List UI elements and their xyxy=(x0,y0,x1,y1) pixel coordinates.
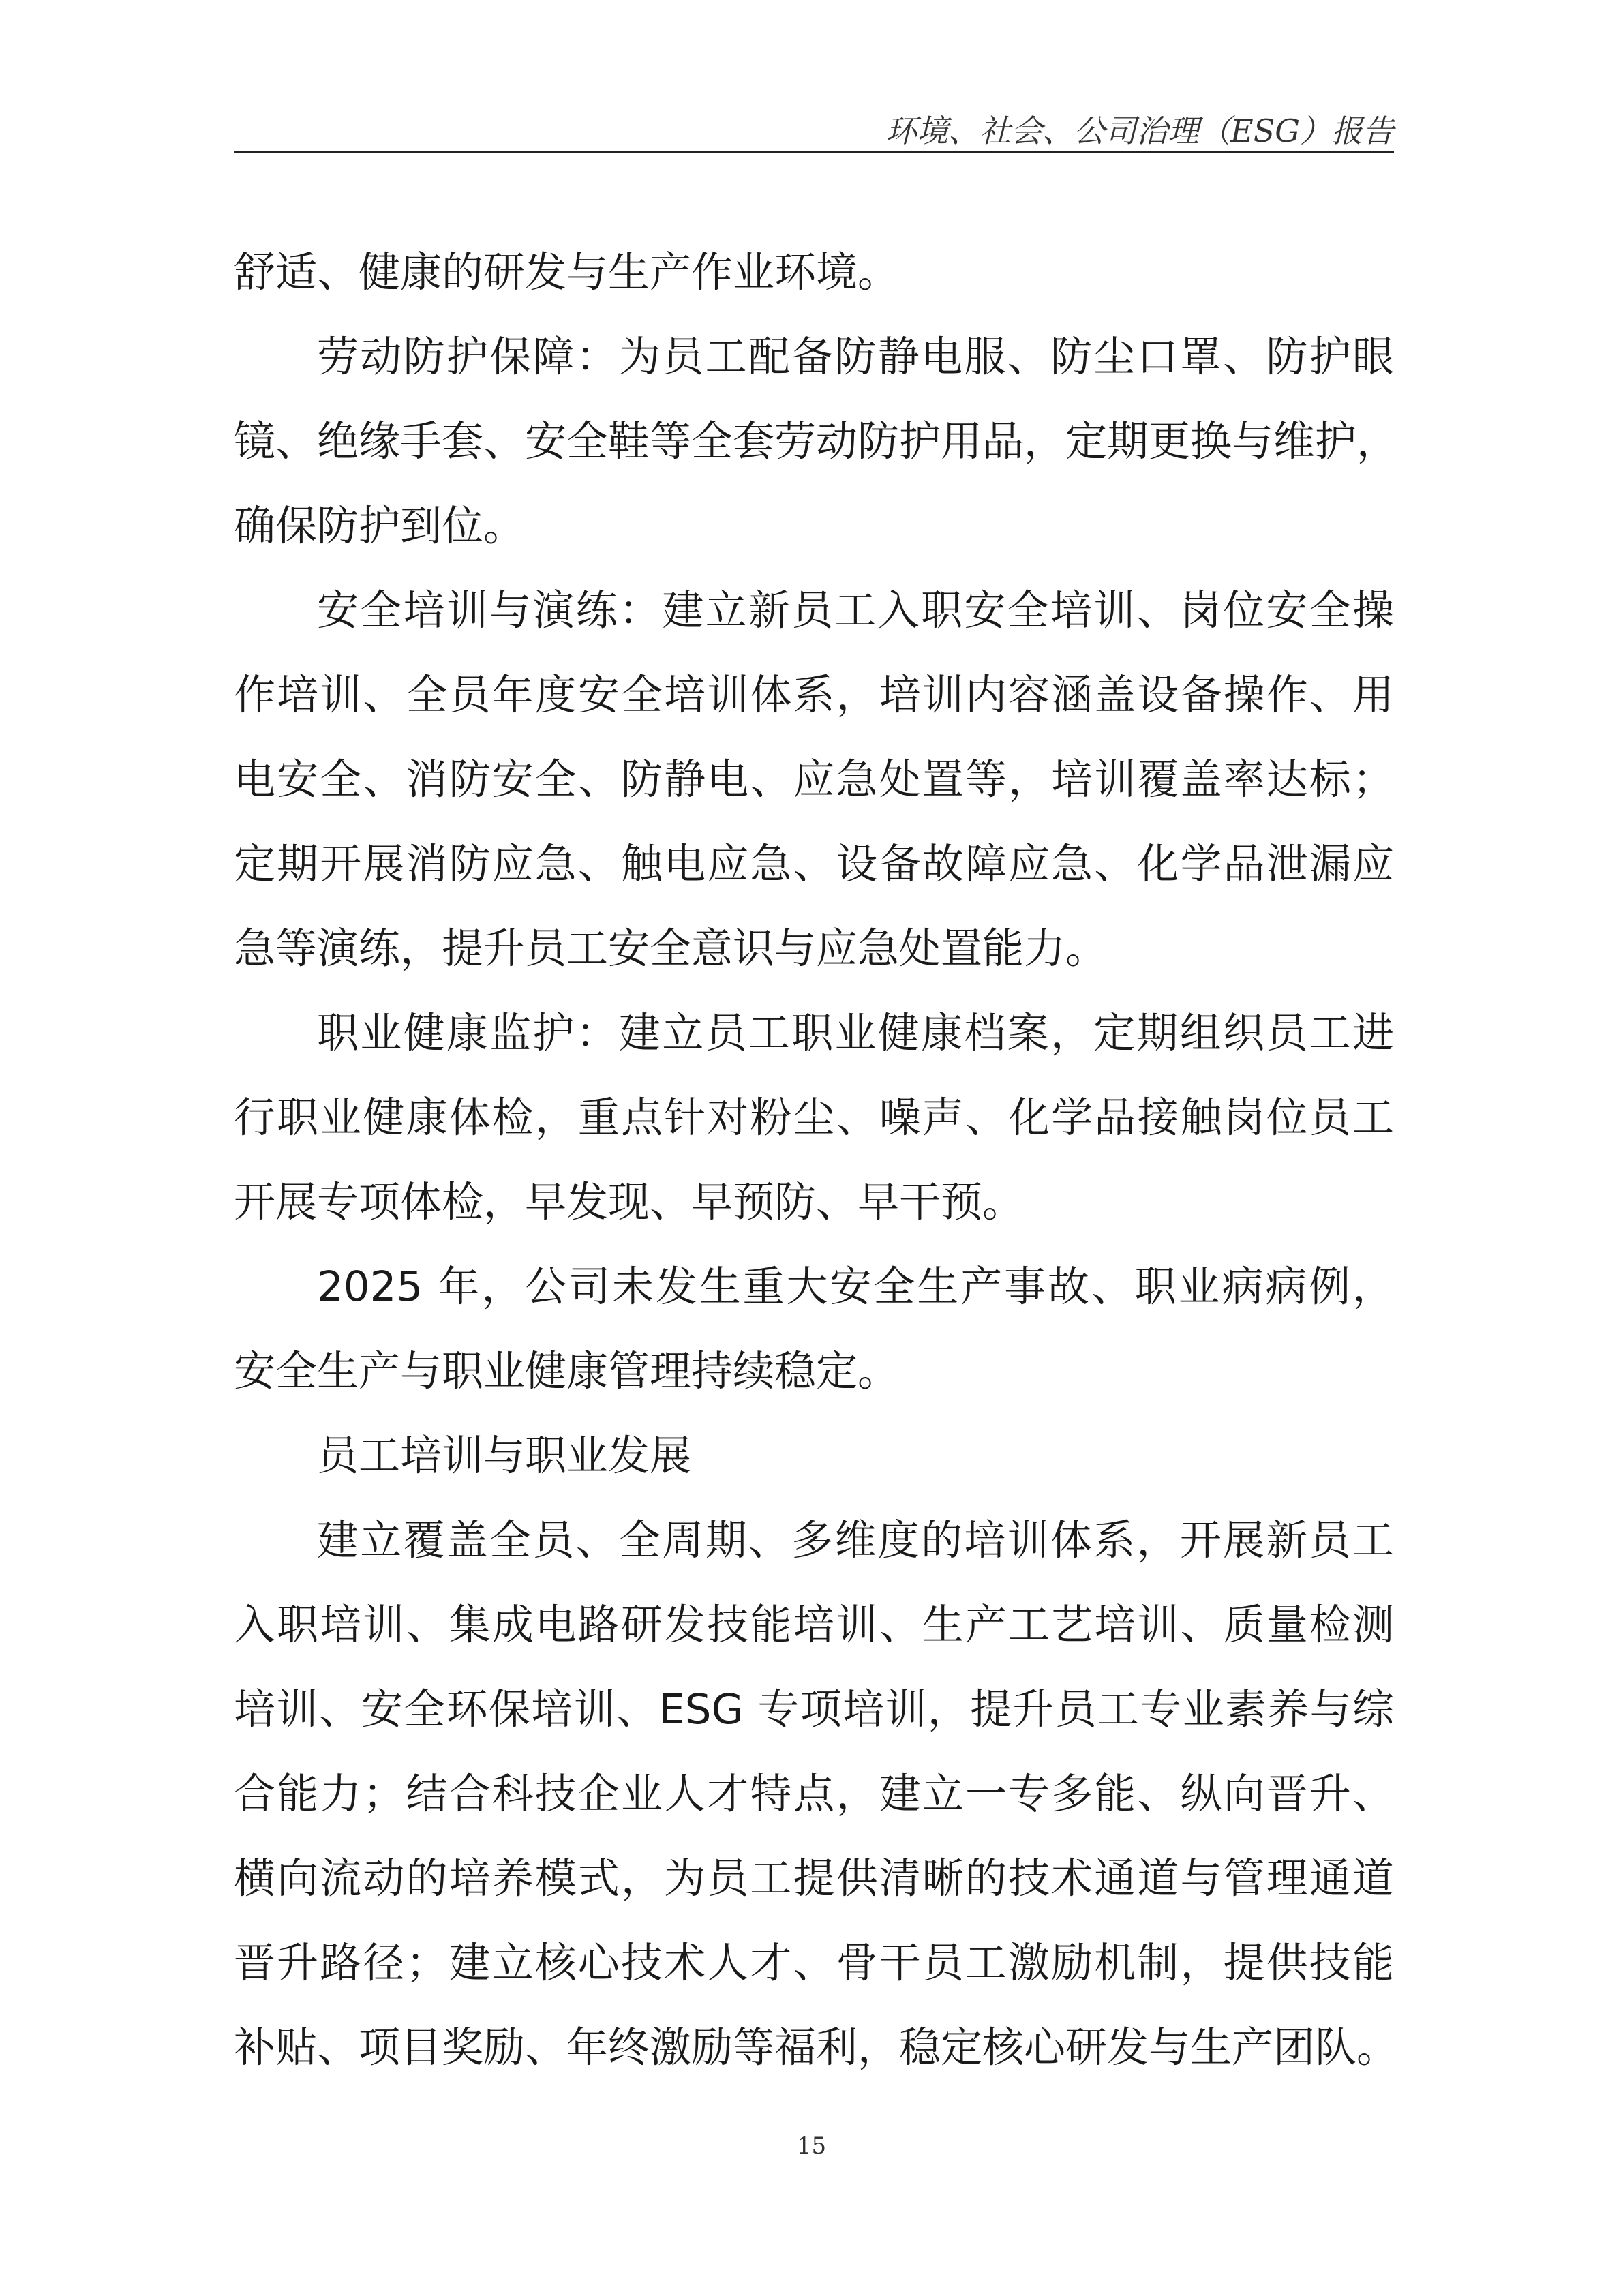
paragraph-line: 作培训、全员年度安全培训体系，培训内容涵盖设备操作、用 xyxy=(234,671,1394,719)
paragraph-line: 确保防护到位。 xyxy=(234,502,526,550)
section-heading: 员工培训与职业发展 xyxy=(317,1432,692,1480)
page-number: 15 xyxy=(796,2132,827,2160)
paragraph-line: 安全培训与演练：建立新员工入职安全培训、岗位安全操 xyxy=(317,586,1394,635)
paragraph-line: 横向流动的培养模式，为员工提供清晰的技术通道与管理通道 xyxy=(234,1854,1394,1903)
paragraph-line: 合能力；结合科技企业人才特点，建立一专多能、纵向晋升、 xyxy=(234,1770,1394,1818)
paragraph-line: 补贴、项目奖励、年终激励等福利，稳定核心研发与生产团队。 xyxy=(234,2023,1399,2072)
paragraph-line: 2025 年，公司未发生重大安全生产事故、职业病病例， xyxy=(317,1263,1394,1311)
paragraph-line: 建立覆盖全员、全周期、多维度的培训体系，开展新员工 xyxy=(317,1516,1394,1565)
header-title: 环境、社会、公司治理（ESG）报告 xyxy=(885,112,1394,149)
paragraph-line: 定期开展消防应急、触电应急、设备故障应急、化学品泄漏应 xyxy=(234,840,1394,888)
paragraph-line: 培训、安全环保培训、ESG 专项培训，提升员工专业素养与综 xyxy=(234,1685,1394,1734)
paragraph-line: 行职业健康体检，重点针对粉尘、噪声、化学品接触岗位员工 xyxy=(234,1093,1394,1142)
paragraph-line: 开展专项体检，早发现、早预防、早干预。 xyxy=(234,1178,1025,1226)
paragraph-line: 晋升路径；建立核心技术人才、骨干员工激励机制，提供技能 xyxy=(234,1939,1394,1987)
paragraph xyxy=(234,230,1394,315)
paragraph-line: 镜、绝缘手套、安全鞋等全套劳动防护用品，定期更换与维护， xyxy=(234,417,1399,466)
text-line: 舒适、健康的研发与生产作业环境。 xyxy=(234,248,900,297)
running-header xyxy=(234,109,1394,153)
paragraph-line: 急等演练，提升员工安全意识与应急处置能力。 xyxy=(234,924,1108,973)
paragraph-line: 职业健康监护：建立员工职业健康档案，定期组织员工进 xyxy=(317,1009,1394,1057)
paragraph-line: 安全生产与职业健康管理持续稳定。 xyxy=(234,1347,900,1395)
paragraph-line: 电安全、消防安全、防静电、应急处置等，培训覆盖率达标； xyxy=(234,755,1394,804)
body-text xyxy=(234,230,1399,2090)
paragraph-line: 劳动防护保障：为员工配备防静电服、防尘口罩、防护眼 xyxy=(317,333,1394,381)
paragraph-line: 入职培训、集成电路研发技能培训、生产工艺培训、质量检测 xyxy=(234,1601,1394,1649)
